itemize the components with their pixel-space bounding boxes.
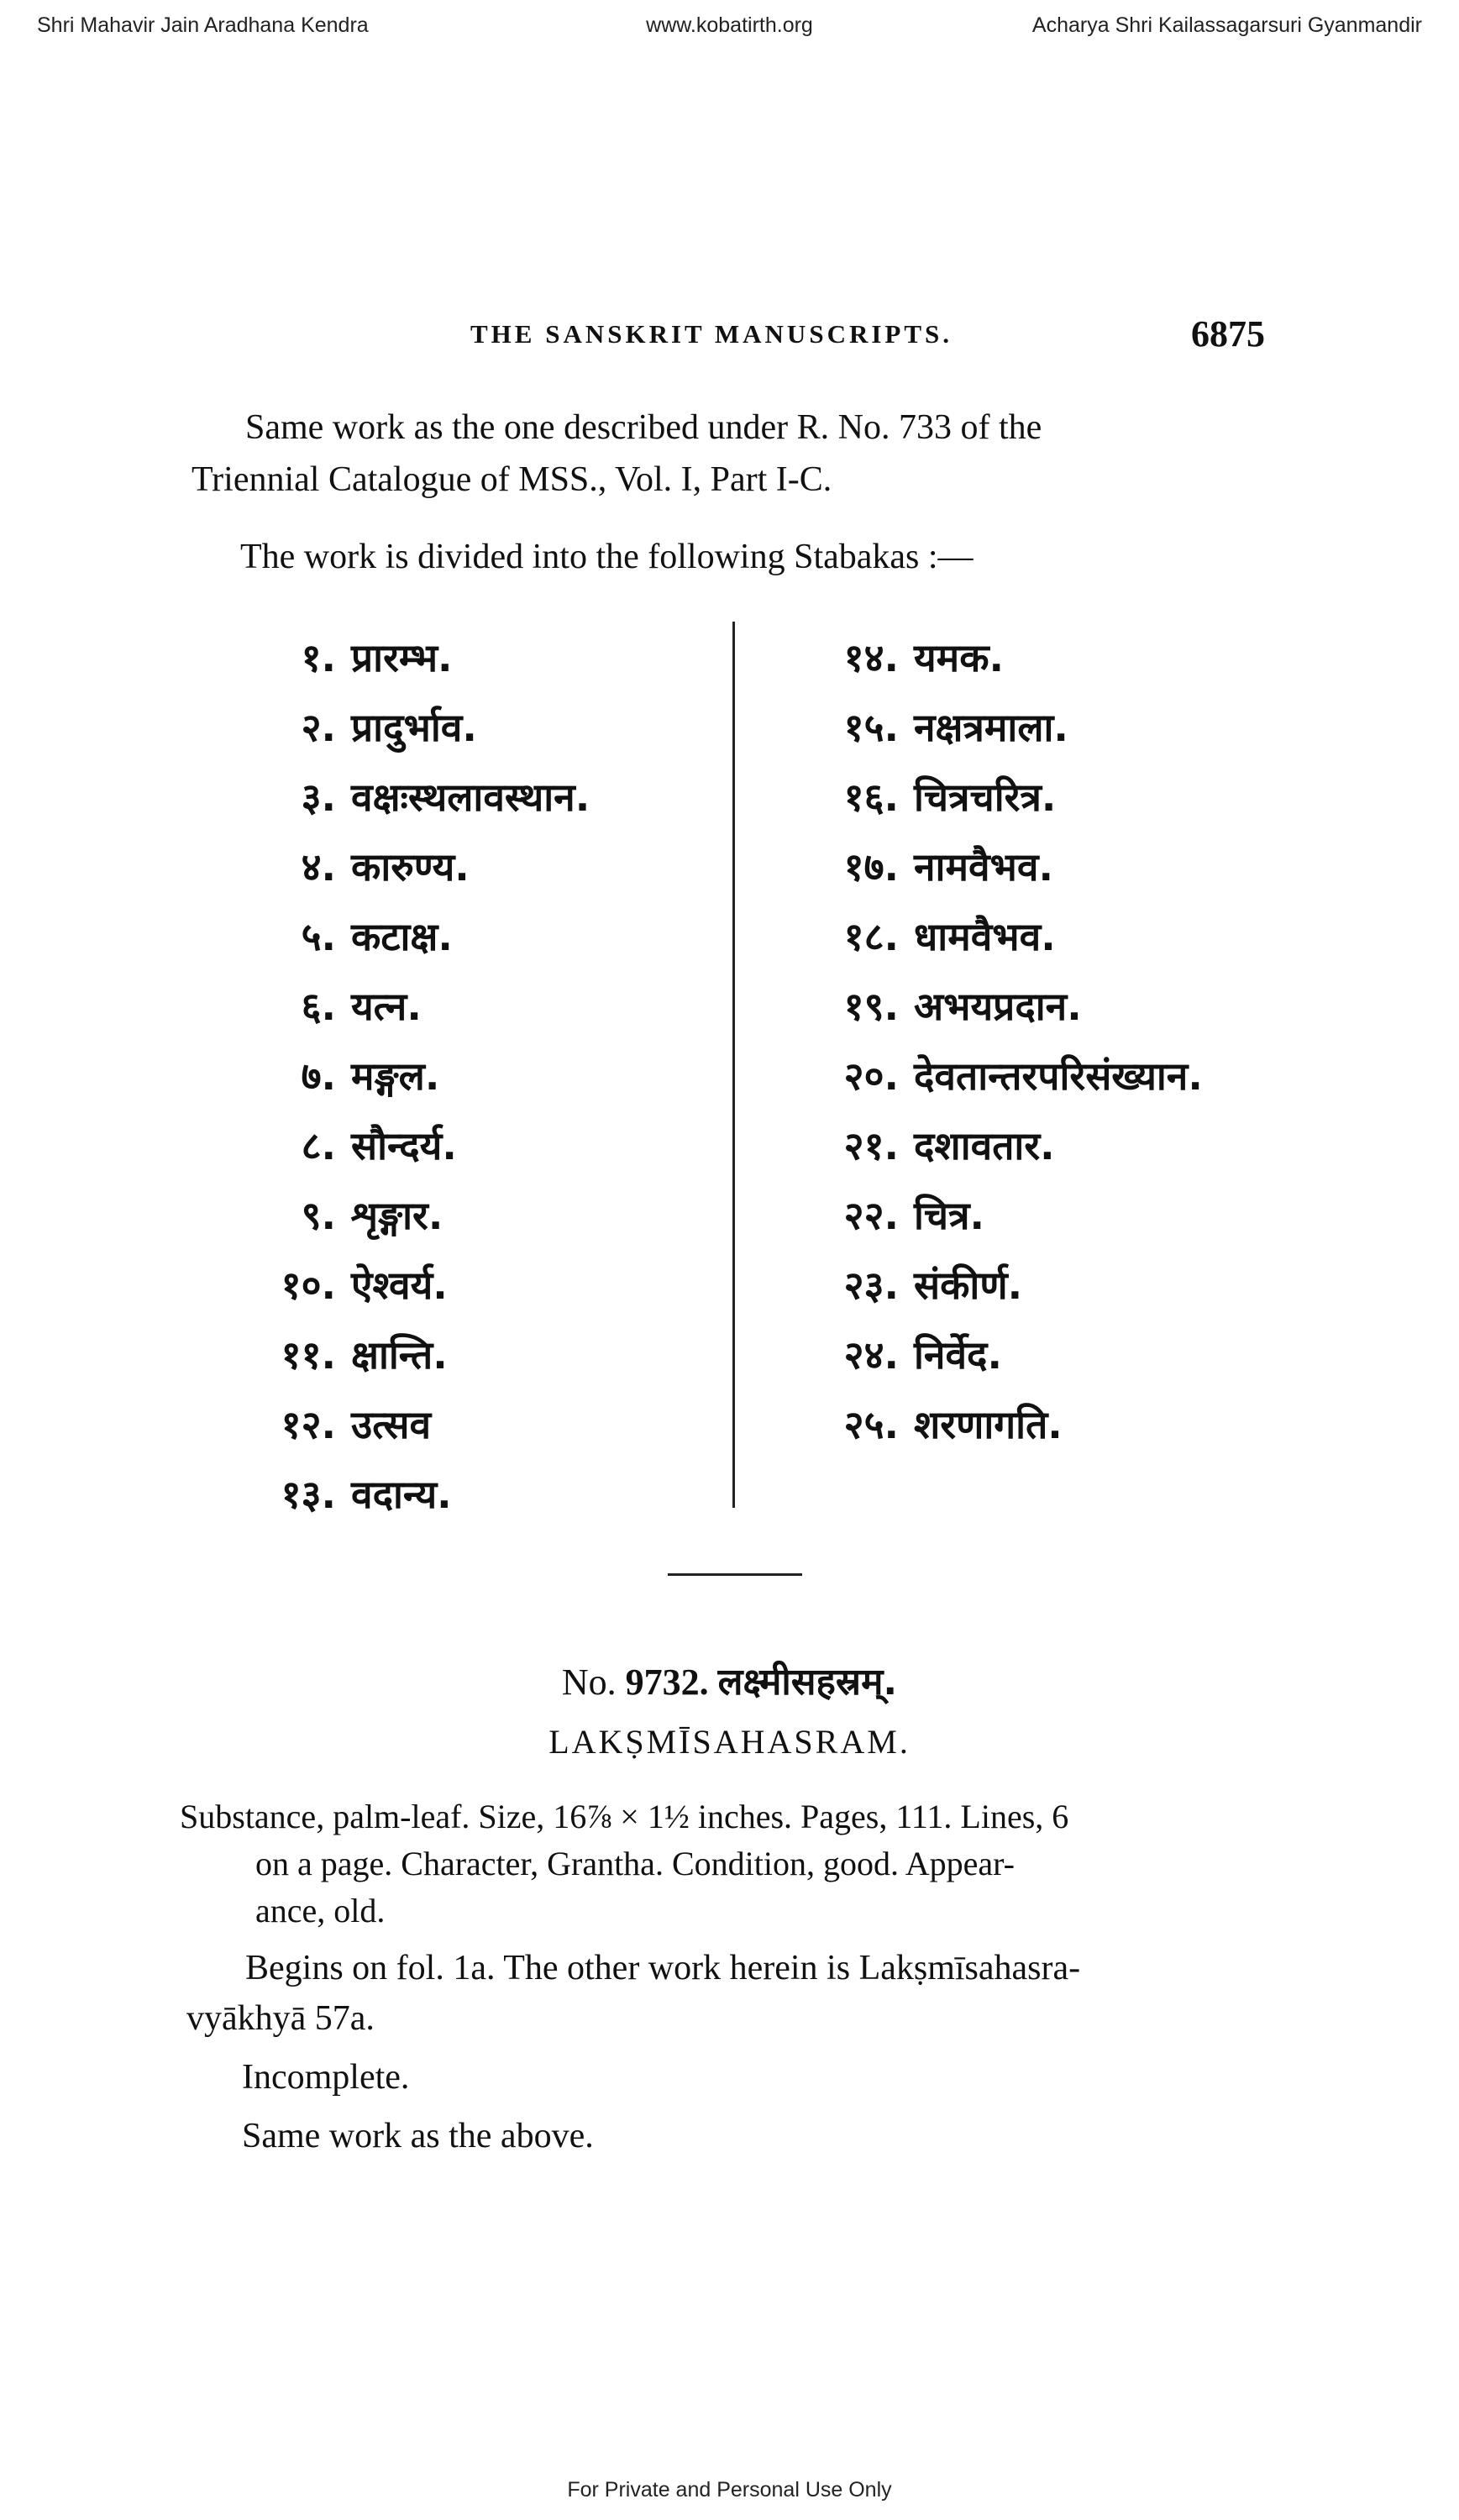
description-line-2: on a page. Character, Grantha. Condition, good. Appear- bbox=[255, 1845, 1015, 1882]
stabaka-row bbox=[210, 831, 714, 900]
stabaka-name: ऐश्वर्य. bbox=[351, 1262, 448, 1308]
stabaka-name: निर्वेद. bbox=[914, 1331, 1002, 1378]
stabaka-row bbox=[798, 1179, 1268, 1249]
stabaka-number: १८. bbox=[843, 913, 899, 959]
stabaka-number: ९. bbox=[301, 1192, 336, 1238]
entry-devanagari-title: लक्ष्मीसहस्रम्. bbox=[717, 1661, 898, 1704]
stabaka-number: १९. bbox=[843, 983, 899, 1029]
stabaka-row bbox=[210, 691, 714, 761]
stabaka-row bbox=[210, 900, 714, 970]
stabaka-row bbox=[210, 1458, 714, 1528]
stabaka-row bbox=[210, 1389, 714, 1458]
stabaka-name: संकीर्ण. bbox=[914, 1262, 1023, 1308]
stabaka-name: क्षान्ति. bbox=[351, 1331, 448, 1378]
stabaka-row bbox=[798, 1040, 1268, 1110]
site-header bbox=[0, 8, 1459, 42]
footer-notice: For Private and Personal Use Only bbox=[567, 2478, 892, 2502]
begins-line-1: Begins on fol. 1a. The other work herein is Lakṣmīsahasra- bbox=[245, 1949, 1081, 1987]
stabaka-number: ६. bbox=[301, 983, 336, 1029]
stabaka-number: ११. bbox=[281, 1331, 336, 1378]
same-work-note: Same work as the above. bbox=[242, 2117, 594, 2155]
stabaka-name: चित्र. bbox=[914, 1192, 984, 1238]
stabaka-row bbox=[798, 761, 1268, 831]
stabaka-column-right bbox=[798, 622, 1268, 1458]
header-right-text: Acharya Shri Kailassagarsuri Gyanmandir bbox=[1031, 13, 1422, 37]
stabaka-row bbox=[210, 970, 714, 1040]
header-left-text: Shri Mahavir Jain Aradhana Kendra bbox=[37, 13, 369, 37]
stabaka-row bbox=[798, 1110, 1268, 1179]
stabaka-row bbox=[210, 1319, 714, 1389]
stabaka-number: ४. bbox=[301, 843, 336, 890]
stabaka-number: १७. bbox=[843, 843, 899, 890]
stabaka-name: शृङ्गार. bbox=[351, 1192, 443, 1238]
stabaka-row bbox=[798, 1319, 1268, 1389]
stabaka-number: १५. bbox=[843, 704, 899, 750]
stabaka-row bbox=[210, 1249, 714, 1319]
stabaka-name: सौन्दर्य. bbox=[351, 1122, 457, 1168]
incomplete-note: Incomplete. bbox=[242, 2058, 410, 2097]
stabaka-number: १२. bbox=[281, 1401, 336, 1447]
entry-no-label: No. bbox=[561, 1662, 617, 1703]
stabaka-row bbox=[210, 1040, 714, 1110]
stabaka-name: नामवैभव. bbox=[914, 843, 1053, 890]
stabaka-number: २१. bbox=[843, 1122, 899, 1168]
stabaka-name: चित्रचरित्र. bbox=[914, 774, 1057, 820]
column-divider bbox=[732, 622, 735, 1508]
stabaka-row bbox=[210, 622, 714, 691]
running-head: THE SANSKRIT MANUSCRIPTS. bbox=[470, 319, 953, 349]
stabaka-name: दशावतार. bbox=[914, 1122, 1055, 1168]
stabaka-name: प्रारम्भ. bbox=[351, 634, 453, 680]
stabaka-row bbox=[210, 1110, 714, 1179]
stabaka-name: धामवैभव. bbox=[914, 913, 1056, 959]
stabaka-name: शरणागति. bbox=[914, 1401, 1063, 1447]
stabaka-number: ८. bbox=[301, 1122, 336, 1168]
intro-line-2: Triennial Catalogue of MSS., Vol. I, Part I-C. bbox=[192, 460, 832, 499]
stabaka-column-left bbox=[210, 622, 714, 1528]
stabaka-number: २५. bbox=[843, 1401, 899, 1447]
stabaka-number: १४. bbox=[843, 634, 899, 680]
stabaka-number: २३. bbox=[843, 1262, 899, 1308]
stabaka-name: यत्न. bbox=[351, 983, 422, 1029]
stabaka-name: उत्सव bbox=[351, 1401, 432, 1447]
stabaka-name: यमक. bbox=[914, 634, 1004, 680]
stabaka-row bbox=[798, 900, 1268, 970]
stabaka-row bbox=[210, 761, 714, 831]
description-line-1: Substance, palm-leaf. Size, 16⅞ × 1½ inches. Pages, 111. Lines, 6 bbox=[180, 1798, 1069, 1835]
stabaka-list bbox=[210, 622, 1218, 1517]
stabaka-number: ३. bbox=[301, 774, 336, 820]
intro-line-1: Same work as the one described under R. No. 733 of the bbox=[245, 408, 1042, 447]
stabaka-number: १३. bbox=[281, 1471, 336, 1517]
stabaka-row bbox=[798, 831, 1268, 900]
description-line-3: ance, old. bbox=[255, 1892, 386, 1929]
stabaka-name: मङ्गल. bbox=[351, 1053, 440, 1099]
stabaka-row bbox=[210, 1179, 714, 1249]
stabaka-number: १६. bbox=[843, 774, 899, 820]
intro-line-3: The work is divided into the following Stabakas :— bbox=[240, 538, 974, 576]
section-rule bbox=[668, 1573, 802, 1576]
stabaka-number: २०. bbox=[843, 1053, 899, 1099]
stabaka-number: १०. bbox=[281, 1262, 336, 1308]
stabaka-number: ७. bbox=[301, 1053, 336, 1099]
entry-no-value: 9732. bbox=[625, 1662, 709, 1703]
stabaka-row bbox=[798, 970, 1268, 1040]
stabaka-row bbox=[798, 691, 1268, 761]
stabaka-number: १. bbox=[301, 634, 336, 680]
begins-line-2: vyākhyā 57a. bbox=[186, 1999, 375, 2038]
stabaka-row bbox=[798, 1389, 1268, 1458]
stabaka-name: देवतान्तरपरिसंख्यान. bbox=[914, 1053, 1203, 1099]
entry-title: LAKṢMĪSAHASRAM. bbox=[548, 1723, 911, 1761]
stabaka-name: वदान्य. bbox=[351, 1471, 452, 1517]
stabaka-name: कारुण्य. bbox=[351, 843, 470, 890]
entry-number-line bbox=[0, 1655, 1459, 1705]
stabaka-name: प्रादुर्भाव. bbox=[351, 704, 477, 750]
stabaka-row bbox=[798, 622, 1268, 691]
stabaka-number: २४. bbox=[843, 1331, 899, 1378]
stabaka-row bbox=[798, 1249, 1268, 1319]
stabaka-name: अभयप्रदान. bbox=[914, 983, 1082, 1029]
page-number: 6875 bbox=[1191, 313, 1265, 354]
stabaka-number: ५. bbox=[301, 913, 336, 959]
stabaka-number: २. bbox=[301, 704, 336, 750]
stabaka-number: २२. bbox=[843, 1192, 899, 1238]
stabaka-name: वक्षःस्थलावस्थान. bbox=[351, 774, 590, 820]
header-center-url[interactable]: www.kobatirth.org bbox=[646, 13, 813, 37]
stabaka-name: कटाक्ष. bbox=[351, 913, 453, 959]
stabaka-name: नक्षत्रमाला. bbox=[914, 704, 1068, 750]
